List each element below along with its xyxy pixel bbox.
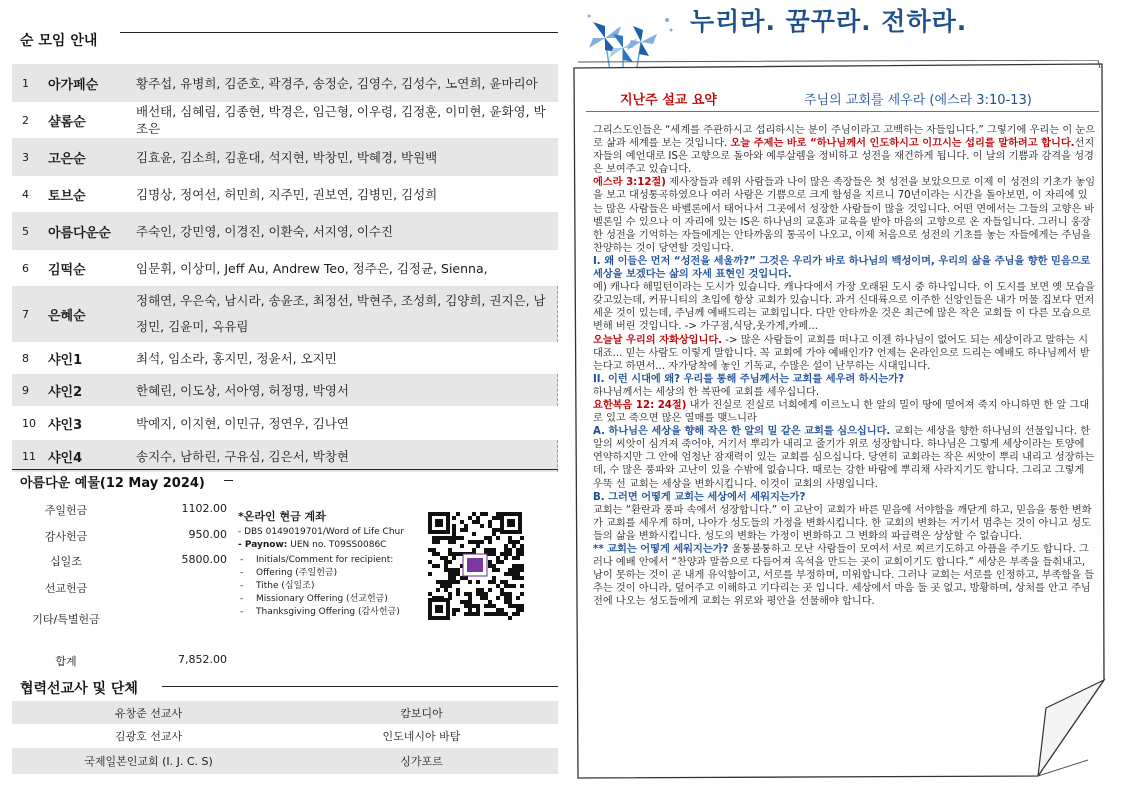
sermon-text: 선지자들의 예언대로 IS은 고향으로 돌아와 예루살렘을 정비하고 성전을 재건하게 됩니다. 이 날의 기쁨과 감격을 성경은 보여주고 있습니다.	[593, 138, 1095, 176]
offering-label: 십일조	[50, 555, 82, 568]
group-row	[12, 176, 558, 212]
left-column	[12, 0, 558, 794]
offering-label: 주일헌금	[44, 504, 88, 517]
group-members: 최석, 임소라, 홍지민, 정윤서, 오지민	[136, 350, 337, 366]
group-members: 한혜린, 이도상, 서아영, 허정명, 박영서	[136, 382, 349, 398]
group-members: 황주섭, 유병희, 김준호, 곽경주, 송정순, 김영수, 김성수, 노연희, 윤마리아	[136, 75, 538, 91]
offering-code: - Thanksgiving Offering (감사헌금)	[238, 606, 422, 619]
offering-value: 950.00	[188, 528, 227, 541]
paynow-line	[238, 539, 422, 552]
group-row	[12, 212, 558, 250]
groups-title: 순 모임 안내	[20, 33, 98, 49]
sermon-point: ** 교회는 어떻게 세워지는가?	[593, 544, 729, 555]
group-num: 11	[22, 449, 36, 463]
offering-top-rule	[12, 469, 558, 470]
offering-total-value: 7,852.00	[178, 653, 227, 666]
sermon-paragraph	[593, 176, 1096, 255]
group-row	[12, 406, 558, 440]
sermon-header	[586, 84, 1099, 112]
group-name: 은혜순	[48, 308, 86, 324]
sermon-point: I. 왜 이들은 먼저 “성전을 세울까?” 그것은 우리가 바로 하나님의 백성이며, 우리의 삶을 주님을 향한 믿음으로 세상을 보겠다는 삶의 자세 표현인 것입니다.	[593, 255, 1091, 281]
group-name: 토브순	[48, 188, 86, 204]
qr-code-icon	[426, 510, 524, 622]
group-num: 6	[22, 261, 29, 275]
offering-title-tick	[224, 480, 233, 481]
sermon-paragraph	[593, 543, 1096, 608]
sermon-label: 지난주 설교 요약	[620, 93, 717, 108]
banner-slogan: 누리라. 꿈꾸라. 전하라.	[690, 7, 968, 36]
missionary-name: 김광호 선교사	[114, 730, 183, 743]
group-members: 송지수, 남하린, 구유심, 김은서, 박창현	[136, 448, 349, 464]
missionary-name: 국제일본인교회 (I. J. C. S)	[84, 755, 213, 768]
offering-total-label: 합계	[55, 655, 77, 668]
groups-table	[12, 64, 558, 472]
group-row	[12, 102, 558, 138]
missions-table	[12, 701, 558, 774]
sermon-highlight: 오늘 주제는 바로 “하나님께서 인도하시고 이끄시는 섭리를 말하려고 합니다.	[730, 138, 1075, 150]
mission-location: 캄보디아	[400, 706, 443, 720]
group-row	[12, 64, 558, 102]
offering-row	[12, 580, 227, 596]
sermon-paragraph: 예) 캐나다 해밀턴이라는 도시가 있습니다. 캐나다에서 가장 오래된 도시 중 하나입니다. 이 도시를 보면 옛 모습을 갖고있는데, 커뮤니티의 초입에 항상 교회가 있습니다. 과거 신대륙으로 이주한 신앙인들은 내가 머물 집보다 먼저 세운 것이 있는데, 주님께 예배드리는 교회입니다. 다만 안타까운 것은 최근에 많은 작은 교회들 이 다른 모습으로 변해 버린 것입니다. -> 가구점,식당,옷가게,카페...	[593, 282, 1095, 333]
dbs-account: - DBS 0149019701/Word of Life Chur	[238, 527, 404, 537]
online-account-box	[238, 510, 422, 619]
paynow-label: - Paynow:	[238, 540, 288, 550]
sermon-point: II. 이런 시대에 왜? 우리를 통해 주님께서는 교회를 세우려 하시는가?	[593, 373, 905, 385]
sermon-text: 울퉁불퉁하고 모난 사람들이 모여서 서로 찌르기도하고 아픔을 주기도 합니다. 그러나 예배 안에서 “찬양과 말씀으로 다듬어져 옥석을 만드는 곳이 교회이기도 합니다.” 세상은 부족을 들춰내고, 남이 못하는 것이 곧 내게 유익함이고, 서로를 부정하며, 미워합니다. 그러나 교회는 서로를 인정하고, 부족함을 들추는 것이 아니라, 덮어주고 이해하고 기다리는 곳 입니다. 세상에서 마음 둘 곳 없고, 방황하며, 상처를 안고 주님 전에 나오는 성도들에게 교회는 위로와 평안을 선물해야 합니다.	[593, 544, 1095, 608]
group-members: 정해연, 우은숙, 남시라, 송윤조, 최정선, 박현주, 조성희, 김양희, 권지은, 남정민, 김윤미, 옥유림	[136, 293, 546, 334]
group-num: 4	[22, 187, 29, 201]
offering-label: 기타/특별헌금	[32, 613, 100, 626]
group-name: 샤인3	[48, 417, 83, 433]
mission-row	[12, 724, 558, 748]
group-num: 1	[22, 76, 29, 90]
missions-title-rule	[162, 686, 558, 687]
group-num: 3	[22, 150, 29, 164]
group-row	[12, 250, 558, 286]
group-name: 아가페순	[48, 77, 99, 93]
offering-code: - Missionary Offering (선교헌금)	[238, 593, 422, 606]
group-row	[12, 440, 558, 472]
initials-note: - Initials/Comment for recipient:	[238, 554, 422, 567]
offering-title: 아름다운 예물(12 May 2024)	[20, 476, 205, 491]
offering-row	[12, 611, 227, 627]
sermon-paragraph	[593, 425, 1096, 490]
group-name: 김떡순	[48, 262, 86, 278]
offering-value: 1102.00	[181, 502, 227, 515]
group-num: 2	[22, 113, 29, 127]
group-name: 고은순	[48, 151, 86, 167]
group-members: 박예지, 이지현, 이민규, 정연우, 김나연	[136, 415, 349, 431]
scripture-reference: 에스라 3:12절)	[593, 177, 666, 189]
group-name: 샤인2	[48, 384, 83, 400]
group-num: 10	[22, 416, 36, 430]
group-num: 5	[22, 224, 29, 238]
sermon-point: B. 그러면 어떻게 교회는 세상에서 세워지는가?	[593, 491, 806, 503]
mission-location: 인도네시아 바탐	[382, 730, 461, 743]
group-name: 샬롬순	[48, 114, 86, 130]
scripture-reference: 요한복음 12: 24절)	[593, 399, 687, 411]
sermon-text: 그리스도인들은 “세계를 주관하시고 섭리하시는 분이 주님이라고 고백하는 자들입니다.” 그렇기에 우리는 이 눈으로 삶과 세계를 보는 것입니다.	[593, 125, 1096, 150]
sermon-paragraph: 하나님께서는 세상의 한 복판에 교회를 세우십니다.	[593, 386, 820, 398]
group-row	[12, 286, 558, 342]
offering-code: - Tithe (십일조)	[238, 580, 422, 593]
group-name: 아름다운순	[48, 225, 111, 241]
mission-row	[12, 748, 558, 774]
mission-location: 싱가포르	[400, 755, 443, 768]
mission-row	[12, 701, 558, 724]
group-name: 샤인4	[48, 450, 83, 466]
offering-label: 선교헌금	[44, 582, 88, 595]
sermon-text: 교회는 세상을 향한 하나님의 선물입니다. 한 알의 씨앗이 심겨져 죽어야, 거기서 뿌리가 내리고 줄기가 위로 성장합니다. 하나님은 그렇게 세상이라는 토양에 연약하지만 그 안에 엄청난 잠재력이 있는 교회를 심으십니다. 당연히 교회라는 작은 씨앗이 뿌리 내리고 성장하는데, 수 많은 풍파와 고난이 있을 수밖에 없습니다. 때로는 강한 바람에 뿌리채 사라지기도 합니다. 그리고 그렇게 우뚝 선 교회는 세상을 변화시킵니다. 이것이 교회의 사명입니다.	[593, 426, 1095, 490]
group-members: 주숙인, 강민영, 이경진, 이환숙, 서지영, 이수진	[136, 223, 394, 239]
offering-row	[12, 502, 227, 518]
groups-title-rule	[120, 32, 558, 33]
sermon-paragraph	[593, 334, 1096, 373]
sermon-title: 주님의 교회를 세우라 (에스라 3:10-13)	[804, 93, 1032, 108]
group-num: 7	[22, 307, 29, 321]
sermon-paragraph	[593, 124, 1096, 176]
group-members: 김효윤, 김소희, 김훈대, 석지현, 박창민, 박혜경, 박원백	[136, 149, 438, 165]
sermon-text: 제사장들과 레위 사람들과 나이 많은 족장들은 첫 성전을 보았으므로 이제 이 성전의 기초가 놓임을 보고 대성통곡하였으나 여러 사람은 기쁨으로 크게 함성을 지르니 70년이라는 시간을 돌아보면, 이 자리에 있는 많은 사람들은 바벨론에서 태어나서 그곳에서 성장한 사람들이 많을 것입니다. 어떤 면에서는 그들의 고향은 바벨론일 수 있으나 이 자리에 있는 IS은 하나님의 교훈과 교육을 받아 마음의 고향으로 온 자들입니다. 그러니 웅장한 성전을 기억하는 자들에게는 안타까움의 통곡이 나오고, 이제 처음으로 성전의 기초를 놓는 자들에게는 주님을 찬양하는 것이 당연할 것입니다.	[593, 177, 1096, 254]
missionary-name: 유창준 선교사	[114, 706, 183, 720]
paynow-uen: UEN no. T09SS0086C	[287, 540, 387, 550]
offering-codes-list	[238, 554, 422, 619]
sermon-point: A. 하나님은 세상을 향해 작은 한 알의 밀 같은 교회를 심으십니다.	[593, 426, 891, 438]
offering-row	[12, 553, 227, 569]
group-members: 임문휘, 이상미, Jeff Au, Andrew Teo, 정주은, 김정균, Sienna,	[136, 260, 488, 276]
sermon-text: 내가 진실로 진실로 너희에게 이르노니 한 알의 밀이 땅에 떨어져 죽지 아니하면 한 알 그대로 있고 죽으면 많은 열매를 맺느니라	[593, 399, 1090, 425]
group-num: 8	[22, 351, 29, 365]
offering-value: 5800.00	[181, 553, 227, 566]
group-name: 샤인1	[48, 352, 83, 368]
offering-row	[12, 528, 227, 544]
group-row	[12, 374, 558, 406]
online-account-title: *온라인 현금 계좌	[238, 510, 326, 523]
sermon-paragraph: 교회는 “환란과 풍파 속에서 성장합니다.” 이 고난이 교회가 바른 믿음에 서야함을 깨닫게 하고, 믿음을 통한 변화가 교회를 세우게 하며, 나아가 성도들의 가정을 변화시킵니다. 한 교회의 변화는 거기서 멈추는 것이 아니고 성도들의 삶을 변화시킵니다. 성도의 변화는 가정이 변화하고 그 변화의 파급력은 상상할 수 없습니다.	[593, 504, 1092, 542]
offering-code: - Offering (주일헌금)	[238, 567, 422, 580]
sermon-highlight: 오늘날 우리의 자화상입니다.	[593, 334, 723, 346]
sermon-paragraph	[593, 399, 1096, 425]
offering-total-row	[12, 653, 227, 669]
missions-title: 협력선교사 및 단체	[20, 681, 138, 697]
sermon-body	[593, 124, 1096, 608]
offering-label: 감사헌금	[44, 530, 88, 543]
group-num: 9	[22, 383, 29, 397]
group-members: 배선태, 심혜림, 김종현, 박경은, 임근형, 이우령, 김정훈, 이미현, 윤화영, 박조은	[136, 104, 546, 136]
group-row	[12, 138, 558, 176]
sermon-text: -> 많은 사람들이 교회를 떠나고 이젠 하나님이 없어도 되는 세상이라고 말하는 시대죠... 믿는 사람도 이렇게 말합니다. 꼭 교회에 가야 예배인가? 언제는 온라인으로 드리는 예배도 하나님께서 받는다고 하면서... 자가당착에 놓인 기독교, 수많은 설이 난무하는 시대입니다.	[593, 334, 1090, 372]
group-row	[12, 342, 558, 374]
group-members: 김명상, 정여선, 허민희, 지주민, 권보연, 김병민, 김성희	[136, 186, 438, 202]
